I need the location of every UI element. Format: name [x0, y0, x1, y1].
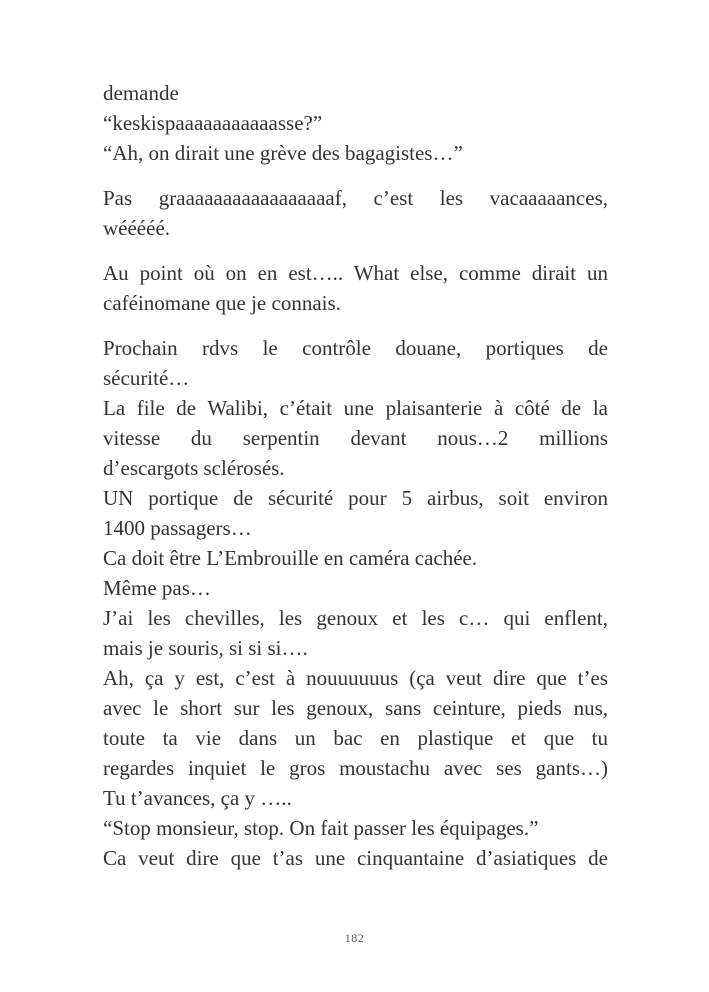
text-line: UN portique de sécurité pour 5 airbus, soit environ	[103, 486, 608, 510]
text-line: Ca veut dire que t’as une cinquantaine d’asiatiques de	[103, 846, 608, 870]
text-line: Prochain rdvs le contrôle douane, portiques de	[103, 336, 608, 360]
text-line: sécurité…	[103, 366, 190, 390]
text-line: 1400 passagers…	[103, 516, 252, 540]
text-line: vitesse du serpentin devant nous…2 millions	[103, 426, 608, 450]
text-line: “keskispaaaaaaaaaaasse?”	[103, 111, 323, 135]
text-line: mais je souris, si si si….	[103, 636, 308, 660]
text-line: wééééé.	[103, 216, 171, 240]
text-line: Au point où on en est….. What else, comme dirait un	[103, 261, 608, 285]
text-line: “Stop monsieur, stop. On fait passer les équipages.”	[103, 816, 539, 840]
text-line: Ca doit être L’Embrouille en caméra cachée.	[103, 546, 478, 570]
text-line: toute ta vie dans un bac en plastique et que tu	[103, 726, 608, 750]
page-text	[103, 78, 608, 873]
text-line: caféinomane que je connais.	[103, 291, 341, 315]
text-line: avec le short sur les genoux, sans ceinture, pieds nus,	[103, 696, 608, 720]
text-line: regardes inquiet le gros moustachu avec ses gants…)	[103, 756, 608, 780]
text-line: Tu t’avances, ça y …..	[103, 786, 292, 810]
text-line: d’escargots sclérosés.	[103, 456, 285, 480]
text-line: Ah, ça y est, c’est à nouuuuuus (ça veut dire que t’es	[103, 666, 608, 690]
text-line: “Ah, on dirait une grève des bagagistes…”	[103, 141, 463, 165]
text-line: demande	[103, 81, 179, 105]
page-number: 182	[344, 931, 365, 945]
text-line: Pas graaaaaaaaaaaaaaaaaf, c’est les vacaaaaances,	[103, 186, 608, 210]
text-line: J’ai les chevilles, les genoux et les c… qui enflent,	[103, 606, 608, 630]
text-line: La file de Walibi, c’était une plaisanterie à côté de la	[103, 396, 608, 420]
text-line: Même pas…	[103, 576, 211, 600]
